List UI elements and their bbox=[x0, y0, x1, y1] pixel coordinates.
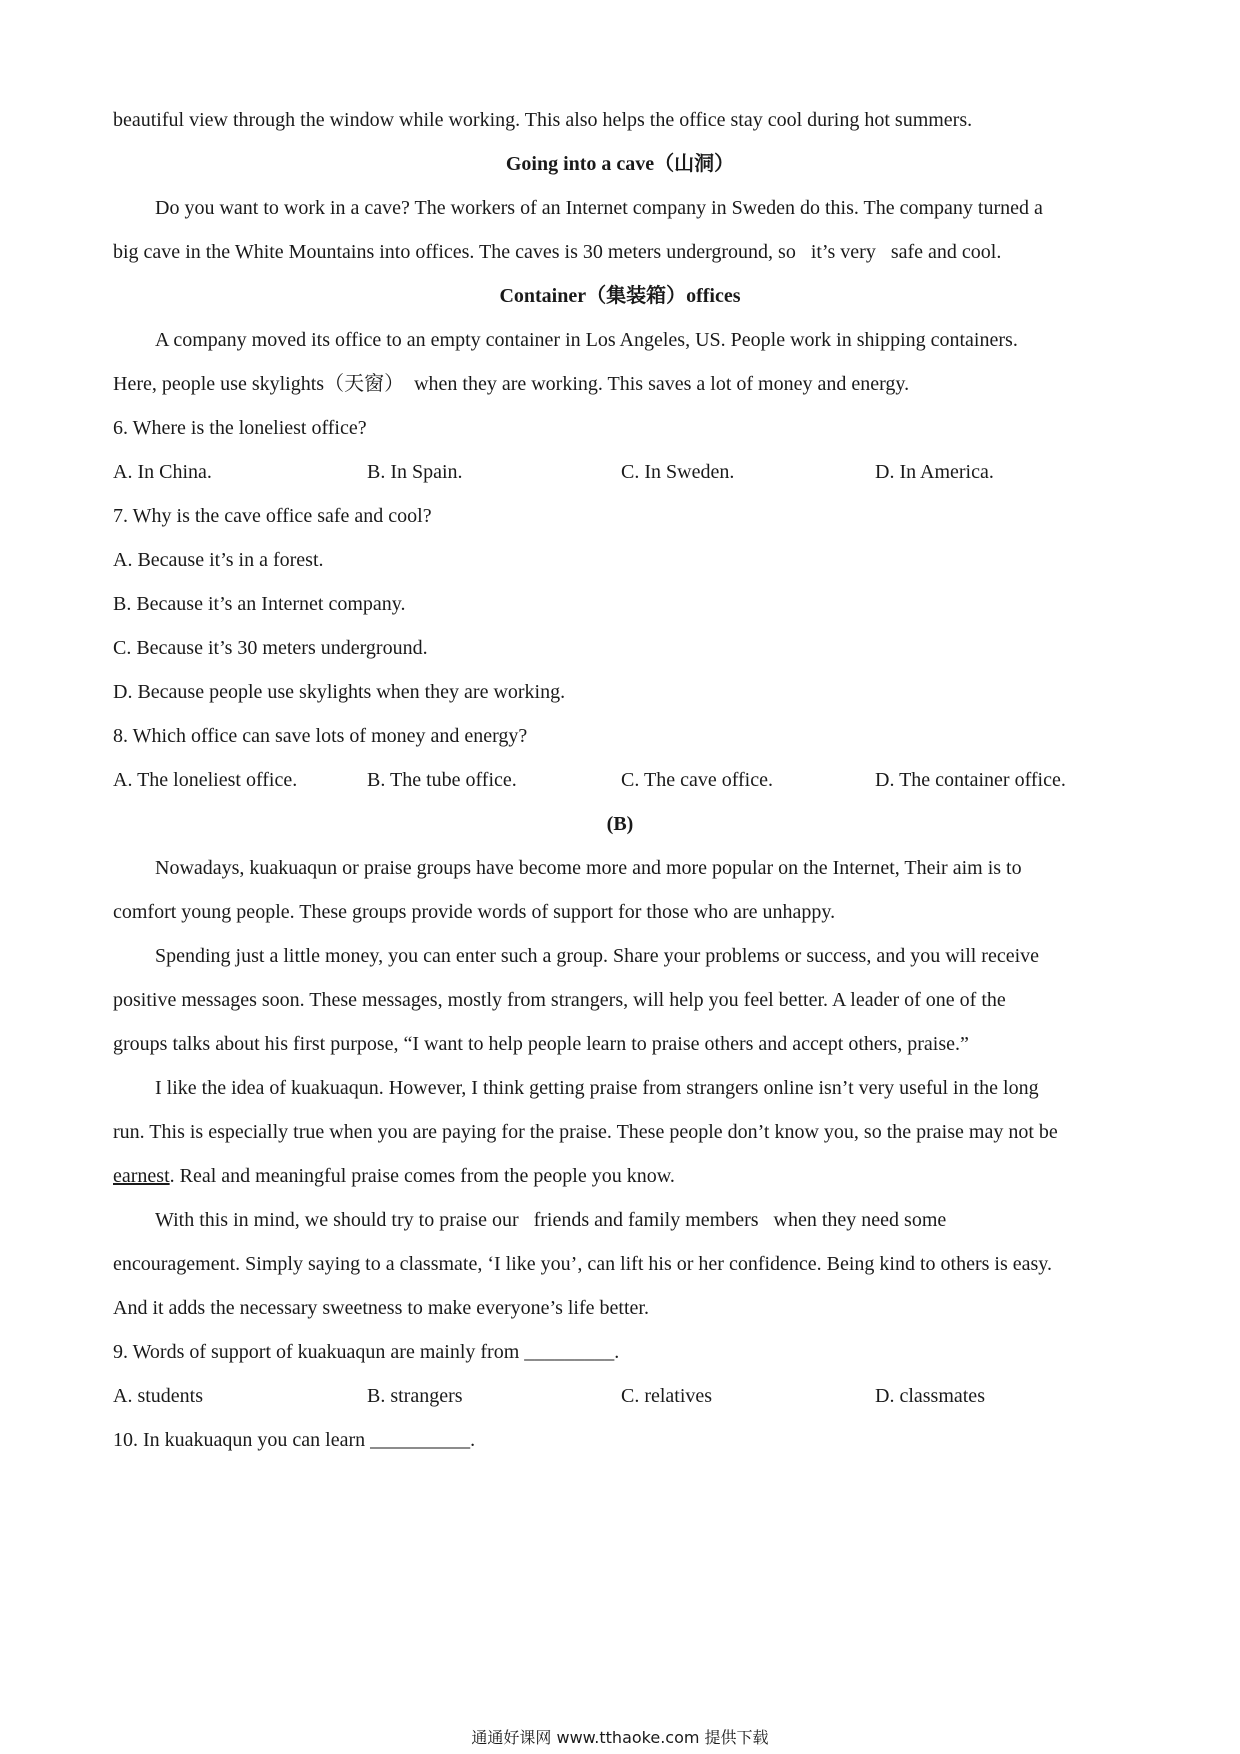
question-9-options bbox=[113, 1384, 1113, 1408]
section-heading-container: Container（集装箱）offices bbox=[499, 285, 741, 307]
question-8: 8. Which office can save lots of money and energy? bbox=[113, 725, 528, 747]
question-9: 9. Words of support of kuakuaqun are mainly from _________. bbox=[113, 1341, 620, 1363]
passage-line: beautiful view through the window while working. This also helps the office stay cool during hot summers. bbox=[113, 109, 973, 131]
passage-line: With this in mind, we should try to praise our friends and family members when they need some bbox=[155, 1209, 947, 1231]
option-b: B. The tube office. bbox=[367, 769, 517, 791]
section-heading-b: (B) bbox=[606, 813, 634, 835]
passage-line: And it adds the necessary sweetness to make everyone’s life better. bbox=[113, 1297, 649, 1319]
option-a: A. Because it’s in a forest. bbox=[113, 549, 324, 571]
underlined-word: earnest bbox=[113, 1165, 170, 1187]
passage-line: comfort young people. These groups provide words of support for those who are unhappy. bbox=[113, 901, 836, 923]
question-8-options bbox=[113, 768, 1113, 792]
page-footer: 通通好课网 www.tthaoke.com 提供下载 bbox=[471, 1728, 769, 1747]
passage-line: encouragement. Simply saying to a classmate, ‘I like you’, can lift his or her confidence. Being kind to others is easy. bbox=[113, 1253, 1053, 1275]
passage-line: A company moved its office to an empty container in Los Angeles, US. People work in shipping containers. bbox=[155, 329, 1018, 351]
passage-line: Nowadays, kuakuaqun or praise groups have become more and more popular on the Internet, Their aim is to bbox=[155, 857, 1022, 879]
option-b: B. Because it’s an Internet company. bbox=[113, 593, 406, 615]
passage-line: I like the idea of kuakuaqun. However, I think getting praise from strangers online isn’t very useful in the long bbox=[155, 1077, 1039, 1099]
passage-text: . Real and meaningful praise comes from the people you know. bbox=[169, 1165, 675, 1187]
passage-line: Spending just a little money, you can enter such a group. Share your problems or success, and you will receive bbox=[155, 945, 1040, 967]
passage-line bbox=[113, 1164, 675, 1188]
option-c: C. In Sweden. bbox=[621, 461, 735, 483]
section-heading-cave: Going into a cave（山洞） bbox=[505, 153, 735, 175]
passage-line: groups talks about his first purpose, “I want to help people learn to praise others and accept others, praise.” bbox=[113, 1033, 969, 1055]
option-d: D. classmates bbox=[875, 1385, 985, 1407]
question-6: 6. Where is the loneliest office? bbox=[113, 417, 367, 439]
option-d: D. The container office. bbox=[875, 769, 1066, 791]
option-a: A. students bbox=[113, 1385, 203, 1407]
question-6-options bbox=[113, 460, 1113, 484]
option-b: B. strangers bbox=[367, 1385, 463, 1407]
passage-line: big cave in the White Mountains into offices. The caves is 30 meters underground, so it’s very safe and cool. bbox=[113, 241, 1002, 263]
option-c: C. relatives bbox=[621, 1385, 713, 1407]
option-a: A. The loneliest office. bbox=[113, 769, 298, 791]
option-c: C. The cave office. bbox=[621, 769, 773, 791]
passage-line: Here, people use skylights（天窗） when they are working. This saves a lot of money and energy. bbox=[113, 373, 910, 395]
option-c: C. Because it’s 30 meters underground. bbox=[113, 637, 428, 659]
question-10: 10. In kuakuaqun you can learn __________. bbox=[113, 1429, 476, 1451]
option-d: D. In America. bbox=[875, 461, 994, 483]
option-d: D. Because people use skylights when they are working. bbox=[113, 681, 566, 703]
passage-line: Do you want to work in a cave? The workers of an Internet company in Sweden do this. The company turned a bbox=[155, 197, 1043, 219]
option-b: B. In Spain. bbox=[367, 461, 463, 483]
passage-line: positive messages soon. These messages, mostly from strangers, will help you feel better. A leader of one of the bbox=[113, 989, 1006, 1011]
question-7: 7. Why is the cave office safe and cool? bbox=[113, 505, 432, 527]
passage-line: run. This is especially true when you are paying for the praise. These people don’t know you, so the praise may not be bbox=[113, 1121, 1058, 1143]
option-a: A. In China. bbox=[113, 461, 212, 483]
